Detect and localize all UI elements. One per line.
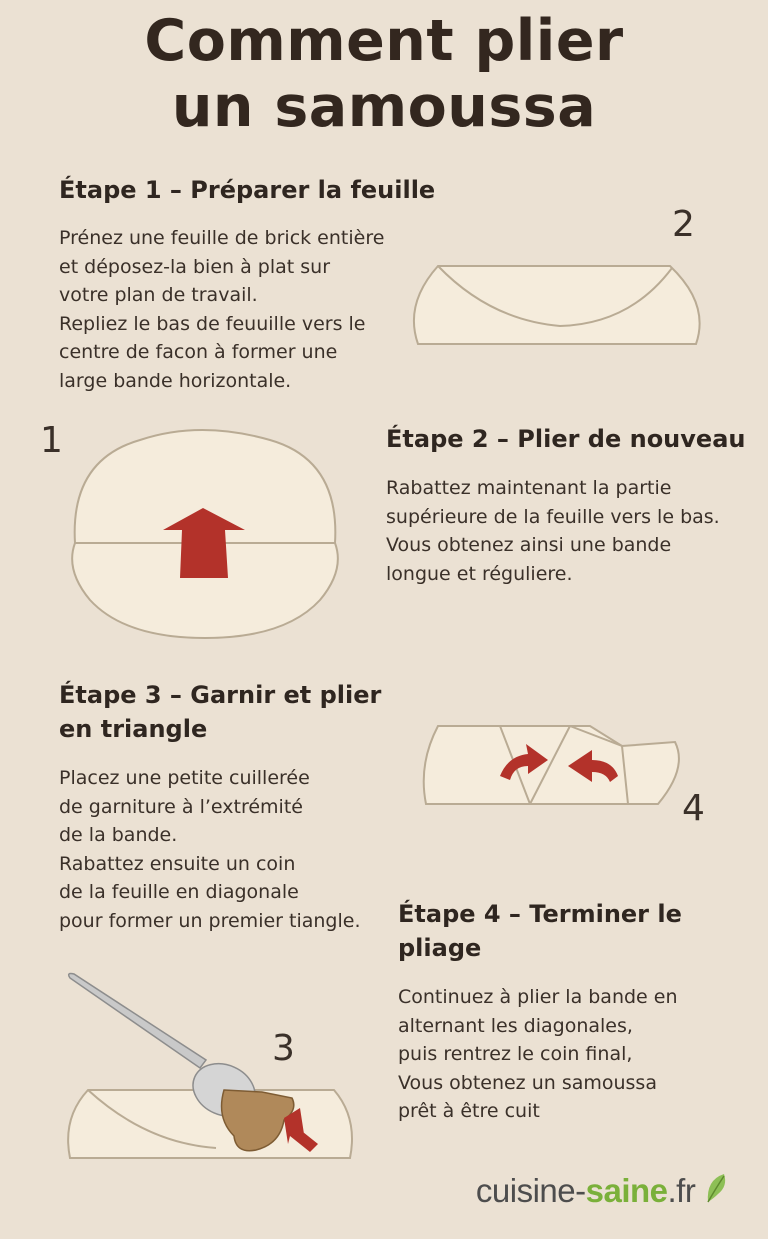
step-3-section (59, 678, 381, 936)
illustration-number-4: 4 (682, 788, 705, 829)
step-4-line: alternant les diagonales, (398, 1014, 633, 1037)
step-2-line: Rabattez maintenant la partie (386, 477, 672, 499)
step-4-line: puis rentrez le coin final, (398, 1043, 633, 1066)
step-4-line: Vous obtenez un samoussa (398, 1071, 657, 1094)
step-2-line: Vous obtenez ainsi une bande (386, 534, 672, 557)
step-2-line: longue et réguliere. (386, 562, 573, 585)
leaf-icon (704, 1172, 730, 1204)
logo-part-1: cuisine- (475, 1172, 586, 1209)
step-2-text (386, 474, 745, 588)
step-4-text (398, 983, 768, 1126)
step-4-section (398, 897, 768, 1126)
step-2-section (386, 422, 745, 588)
site-logo (476, 1172, 730, 1210)
page-title (0, 8, 768, 140)
step-1-line: et déposez-la bien à plat sur (59, 255, 331, 278)
illustration-number-2: 2 (672, 204, 695, 245)
title-line-1: Comment plier (144, 8, 624, 74)
step-1-line: Repliez le bas de feuuille vers le (59, 312, 366, 335)
triangle-fold-illustration (420, 720, 690, 815)
step-3-line: Placez une petite cuillerée (59, 767, 310, 789)
step-1-section (59, 173, 435, 396)
step-3-heading (59, 678, 381, 746)
step-3-line: de la bande. (59, 824, 178, 847)
step-4-line: Continuez à plier la bande en (398, 986, 678, 1008)
step-3-heading-line: Étape 3 – Garnir et plier (59, 681, 382, 709)
step-1-line: centre de facon à former une (59, 341, 338, 364)
filling-strip-illustration (66, 968, 366, 1168)
round-sheet-illustration (70, 420, 340, 640)
logo-part-3: .fr (667, 1172, 696, 1209)
illustration-number-3: 3 (272, 1028, 295, 1069)
illustration-number-1: 1 (40, 420, 63, 461)
step-3-heading-line: en triangle (59, 715, 208, 743)
step-2-line: supérieure de la feuille vers le bas. (386, 505, 720, 528)
step-4-heading: Étape 4 – Terminer le pliage (398, 900, 682, 962)
step-2-heading: Étape 2 – Plier de nouveau (386, 425, 746, 453)
step-3-text (59, 764, 381, 936)
step-3-line: Rabattez ensuite un coin (59, 852, 296, 875)
step-1-heading: Étape 1 – Préparer la feuille (59, 176, 436, 204)
step-1-line: Prénez une feuille de brick entière (59, 227, 385, 249)
step-1-line: large bande horizontale. (59, 369, 292, 392)
step-3-line: pour former un premier tiangle. (59, 909, 361, 932)
step-1-line: votre plan de travail. (59, 284, 258, 307)
step-1-text (59, 224, 435, 396)
logo-part-2: saine (585, 1172, 668, 1209)
folded-strip-illustration (410, 260, 710, 360)
step-4-line: prêt à être cuit (398, 1100, 540, 1123)
step-3-line: de la feuille en diagonale (59, 881, 299, 904)
title-line-2: un samoussa (171, 74, 597, 140)
step-3-line: de garniture à l’extrémité (59, 795, 303, 818)
